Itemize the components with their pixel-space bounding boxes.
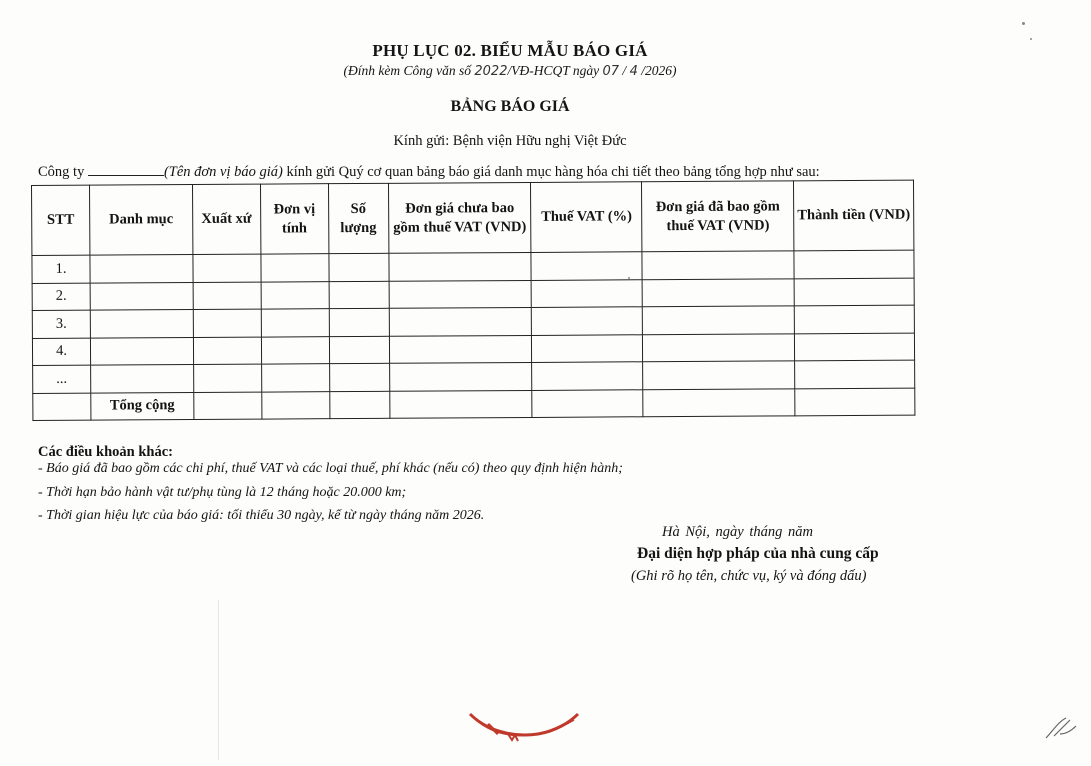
- place-date-line: Hà Nội, ngày tháng năm: [662, 524, 813, 540]
- total-label: Tổng cộng: [91, 392, 194, 420]
- term-item: - Thời hạn bảo hành vật tư/phụ tùng là 12 tháng hoặc 20.000 km;: [38, 485, 407, 500]
- cell[interactable]: [193, 337, 261, 365]
- cell[interactable]: [795, 360, 915, 388]
- col-header: STT: [32, 185, 90, 255]
- cell[interactable]: [389, 335, 532, 363]
- cell[interactable]: [329, 253, 389, 281]
- cell[interactable]: [261, 281, 329, 309]
- cell[interactable]: [261, 309, 329, 337]
- cell[interactable]: [389, 390, 532, 418]
- cell[interactable]: [329, 336, 389, 364]
- date-separator: /: [619, 63, 630, 78]
- company-name-blank: [88, 163, 164, 176]
- cell[interactable]: [794, 250, 914, 278]
- cell[interactable]: [389, 252, 532, 280]
- term-item: - Báo giá đã bao gồm các chi phí, thuế VAT và các loại thuế, phí khác (nếu có) theo quy định hiện hành;: [38, 461, 623, 476]
- intro-placeholder: (Tên đơn vị báo giá): [163, 164, 283, 180]
- term-item: - Thời gian hiệu lực của báo giá: tối thiểu 30 ngày, kể từ ngày tháng năm 2026.: [38, 508, 485, 523]
- col-header: Đơn vị tính: [260, 184, 328, 254]
- cell[interactable]: [389, 362, 532, 390]
- cell[interactable]: [532, 334, 643, 362]
- cell[interactable]: [643, 361, 795, 389]
- signature-note: (Ghi rõ họ tên, chức vụ, ký và đóng dấu): [631, 568, 867, 584]
- cell[interactable]: [91, 365, 194, 393]
- scan-speck: [1022, 22, 1025, 25]
- total-amount-cell[interactable]: [795, 388, 915, 416]
- cell[interactable]: [194, 392, 262, 420]
- attachment-middle: /VĐ-HCQT ngày: [507, 63, 603, 78]
- cell[interactable]: [642, 278, 794, 306]
- handwritten-doc-number: 2022: [474, 64, 508, 79]
- row-number: ...: [33, 365, 91, 393]
- cell[interactable]: [794, 305, 914, 333]
- total-row: [33, 388, 915, 421]
- scan-speck: [628, 277, 630, 279]
- col-header: Danh mục: [89, 185, 192, 256]
- cell[interactable]: [643, 333, 795, 361]
- cell[interactable]: [643, 388, 795, 416]
- table-header-row: [32, 180, 914, 255]
- cell[interactable]: [261, 364, 329, 392]
- cell[interactable]: [794, 333, 914, 361]
- col-header: Thuế VAT (%): [531, 182, 642, 253]
- representative-title: Đại diện hợp pháp của nhà cung cấp: [637, 545, 879, 562]
- scan-fold-line: [218, 600, 219, 760]
- cell[interactable]: [193, 309, 261, 337]
- cell[interactable]: [262, 391, 330, 419]
- attachment-line: [0, 63, 1020, 79]
- row-number: 1.: [32, 255, 90, 283]
- handwritten-day: 07: [602, 64, 620, 79]
- row-number: 2.: [32, 283, 90, 311]
- cell[interactable]: [389, 307, 532, 335]
- attachment-prefix: (Đính kèm Công văn số: [343, 63, 475, 78]
- cell[interactable]: [329, 391, 389, 419]
- intro-company-label: Công ty: [38, 164, 88, 180]
- handwritten-month: 4: [629, 64, 638, 79]
- col-header: Số lượng: [328, 183, 388, 253]
- col-header: Đơn giá chưa bao gồm thuế VAT (VND): [388, 182, 531, 253]
- terms-heading: Các điều khoản khác:: [38, 444, 173, 460]
- intro-line: [38, 163, 820, 181]
- row-number: 3.: [32, 310, 90, 338]
- quote-table-title: BẢNG BÁO GIÁ: [450, 98, 570, 115]
- cell[interactable]: [532, 362, 643, 390]
- col-header: Thành tiền (VND): [794, 180, 914, 251]
- attachment-suffix: /2026): [637, 63, 677, 78]
- row-number: 4.: [32, 338, 90, 366]
- document-title: PHỤ LỤC 02. BIỂU MẪU BÁO GIÁ: [372, 41, 648, 60]
- cell[interactable]: [532, 307, 643, 335]
- cell[interactable]: [794, 278, 914, 306]
- cell[interactable]: [90, 282, 193, 310]
- cell[interactable]: [643, 306, 795, 334]
- initials-mark-icon: [1040, 712, 1080, 742]
- cell[interactable]: [389, 280, 532, 308]
- cell[interactable]: [329, 281, 389, 309]
- cell[interactable]: [532, 279, 643, 307]
- cell[interactable]: [261, 254, 329, 282]
- cell[interactable]: [329, 363, 389, 391]
- cell[interactable]: [642, 251, 794, 279]
- recipient-line: Kính gửi: Bệnh viện Hữu nghị Việt Đức: [393, 133, 627, 149]
- cell[interactable]: [532, 389, 643, 417]
- col-header: Xuất xứ: [192, 184, 260, 254]
- intro-rest: kính gửi Quý cơ quan bảng báo giá danh mục hàng hóa chi tiết theo bảng tổng hợp như sau:: [282, 164, 820, 180]
- cell[interactable]: [193, 254, 261, 282]
- cell: [33, 393, 91, 421]
- cell[interactable]: [193, 364, 261, 392]
- cell[interactable]: [193, 282, 261, 310]
- cell[interactable]: [329, 308, 389, 336]
- cell[interactable]: [531, 252, 642, 280]
- col-header: Đơn giá đã bao gồm thuế VAT (VND): [642, 181, 794, 252]
- scan-speck: [1030, 38, 1032, 40]
- cell[interactable]: [90, 255, 193, 283]
- red-stamp-fragment-icon: [464, 708, 584, 754]
- quote-table: [31, 180, 915, 421]
- cell[interactable]: [261, 336, 329, 364]
- cell[interactable]: [90, 310, 193, 338]
- cell[interactable]: [90, 337, 193, 365]
